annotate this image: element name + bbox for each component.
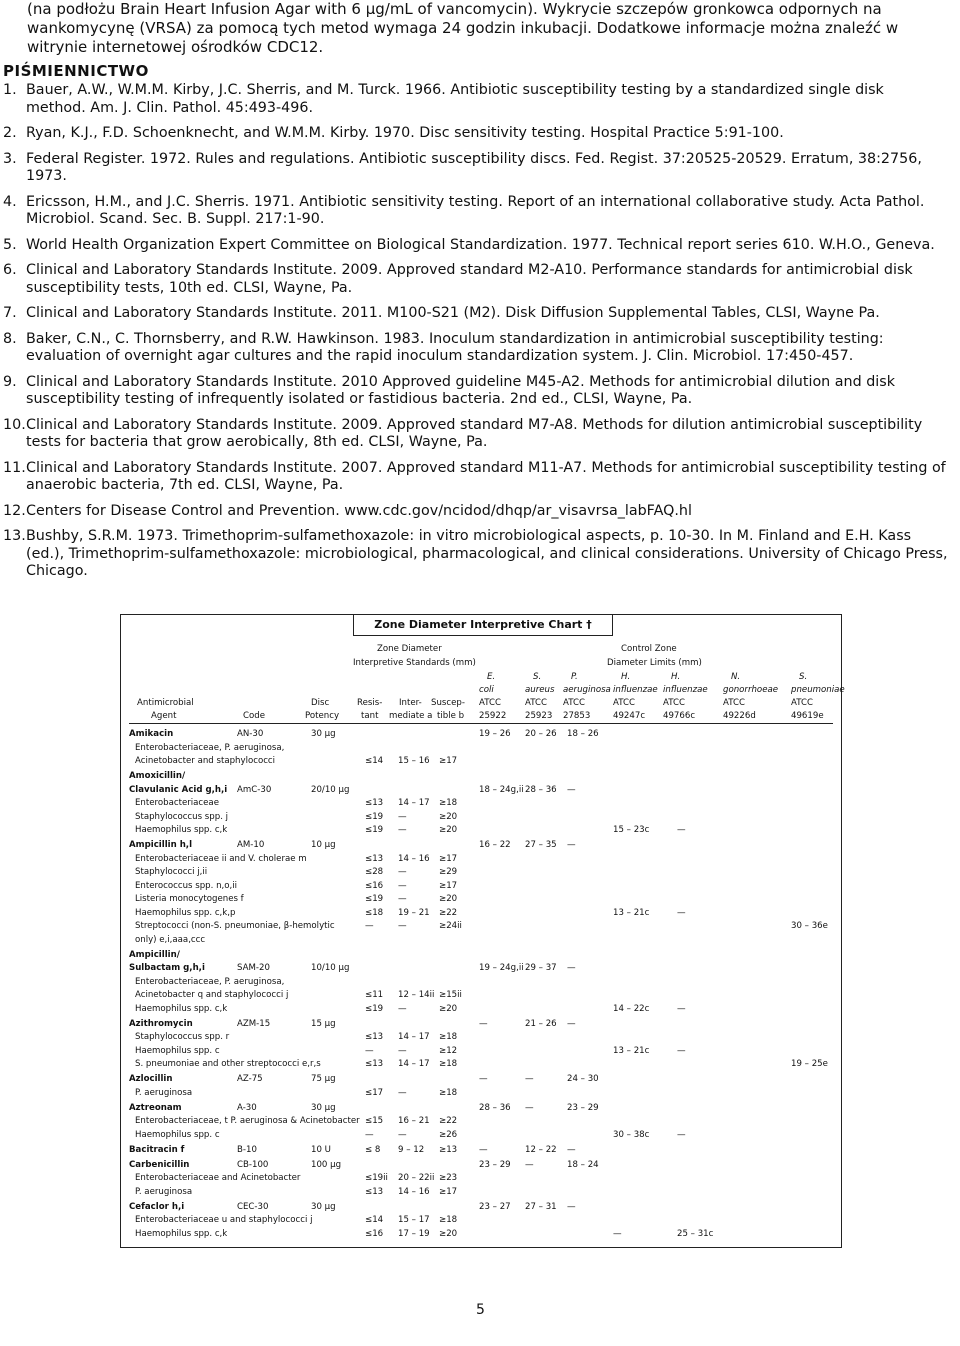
- organism-name: Enterobacteriaceae: [135, 798, 219, 808]
- reference-item: [3, 194, 948, 229]
- cell-e5: —: [677, 1003, 686, 1014]
- cell-code: SAM-20: [237, 963, 270, 973]
- control-header-3: aeruginosa: [563, 685, 611, 695]
- table-row: [121, 907, 841, 921]
- cell-s: ≥20: [439, 1228, 458, 1239]
- intro-text: (na podłożu Brain Heart Infusion Agar with 6 µg/mL of vancomycin). Wykrycie szczepów gronkowca odpornych na wankomycynę (VRSA) za pomocą tych metod wymaga 24 godzin inkubacji. Dodatkowe informacje można znaleźć w witrynie internetowej ośrodków CDC12.: [27, 0, 899, 56]
- reference-item: [3, 125, 948, 143]
- cell-r: ≤13: [365, 798, 384, 808]
- cell-i: —: [398, 1087, 407, 1098]
- cell-e1: 28 – 36: [479, 1102, 511, 1113]
- cell-i: 14 – 17: [398, 1059, 430, 1069]
- cell-pot: 30 µg: [311, 1201, 336, 1212]
- table-row: [121, 1144, 841, 1158]
- agent-name: Azlocillin: [129, 1074, 173, 1084]
- table-row: [121, 1115, 841, 1129]
- cell-r: ≤11: [365, 990, 384, 1000]
- references-heading: PIŚMIENNICTWO: [3, 62, 149, 80]
- cell-pot: 30 µg: [311, 1102, 336, 1113]
- reference-number: 1.: [3, 82, 17, 98]
- table-row: [121, 866, 841, 880]
- cell-r: ≤16: [365, 1228, 384, 1239]
- control-header-7: pneumoniae: [791, 685, 845, 695]
- organism-name: Enterobacteriaceae, t P. aeruginosa & Acinetobacter: [135, 1116, 360, 1126]
- cell-i: 17 – 19: [398, 1228, 430, 1239]
- control-header-6: 49226d: [723, 711, 756, 721]
- agent-name: Aztreonam: [129, 1102, 182, 1113]
- reference-text: Clinical and Laboratory Standards Institute. 2009. Approved standard M7-A8. Methods for dilution antimicrobial susceptibility tests for bacteria that grow aerobically, 8th ed. CLSI, Wayne, Pa.: [26, 416, 923, 450]
- table-row: [121, 797, 841, 811]
- cell-r: ≤18: [365, 907, 384, 918]
- control-header-1: E.: [487, 672, 496, 682]
- table-row: [121, 920, 841, 934]
- table-row: [121, 728, 841, 742]
- table-row: [121, 839, 841, 853]
- chart-rows: [121, 728, 841, 1241]
- cell-e7: 30 – 36e: [791, 921, 828, 931]
- organism-name: Acinetobacter and staphylococci: [135, 756, 276, 766]
- cell-e1: 19 – 24g,ii: [479, 963, 524, 973]
- cell-e2: 21 – 26: [525, 1018, 557, 1029]
- table-row: [121, 755, 841, 769]
- cell-e3: —: [567, 963, 576, 973]
- header-antimicrobial: Antimicrobial: [137, 698, 194, 708]
- cell-i: 16 – 21: [398, 1116, 430, 1126]
- agent-name: Azithromycin: [129, 1018, 193, 1029]
- cell-r: —: [365, 921, 374, 931]
- cell-e2: 27 – 31: [525, 1201, 557, 1212]
- organism-name: Enterobacteriaceae ii and V. cholerae m: [135, 853, 307, 864]
- reference-text: Ericsson, H.M., and J.C. Sherris. 1971. Antibiotic sensitivity testing. Report of an international collaborative study. Acta Pathol. Microbiol. Scand. Sec. B. Suppl. 217:1-90.: [26, 193, 925, 227]
- cell-e3: 24 – 30: [567, 1074, 599, 1084]
- reference-number: 5.: [3, 236, 17, 253]
- organism-name: Enterobacteriaceae u and staphylococci j: [135, 1215, 313, 1225]
- cell-r: ≤13: [365, 853, 384, 864]
- cell-e3: 23 – 29: [567, 1102, 599, 1113]
- organism-name: Enterococcus spp. n,o,ii: [135, 880, 238, 891]
- reference-text: Bushby, S.R.M. 1973. Trimethoprim-sulfamethoxazole: in vitro microbiological aspects, p. 10-30. In M. Finland and E.H. Kass (ed.), Trimethoprim-sulfamethoxazole: microbiological, pharmacological, and clinical considerations. University of Chicago Press, Chicago.: [26, 528, 948, 579]
- reference-item: [3, 82, 948, 117]
- agent-name: Bacitracin f: [129, 1144, 185, 1155]
- cell-r: ≤19: [365, 1003, 384, 1014]
- agent-name: Sulbactam g,h,i: [129, 963, 205, 973]
- cell-s: ≥13: [439, 1144, 458, 1155]
- reference-text: Baker, C.N., C. Thornsberry, and R.W. Hawkinson. 1983. Inoculum standardization in antimicrobial susceptibility testing: evaluation of overnight agar cultures and the rapid inoculum standardization system. J. Clin. Microbiol. 17:450-457.: [26, 330, 884, 364]
- organism-name: Staphylococci j,ii: [135, 867, 208, 877]
- reference-item: [3, 151, 948, 186]
- cell-e3: 18 – 24: [567, 1159, 599, 1170]
- reference-item: [3, 305, 948, 323]
- cell-e1: —: [479, 1018, 488, 1029]
- cell-r: ≤15: [365, 1116, 384, 1126]
- cell-e2: —: [525, 1074, 534, 1084]
- cell-i: —: [398, 825, 407, 835]
- cell-s: ≥20: [439, 811, 458, 822]
- agent-name: Ampicillin h,l: [129, 840, 193, 850]
- table-row: [121, 1031, 841, 1045]
- table-row: [121, 770, 841, 784]
- cell-r: ≤19ii: [365, 1173, 388, 1183]
- cell-i: 19 – 21: [398, 907, 430, 918]
- cell-e7: 19 – 25e: [791, 1059, 828, 1069]
- cell-i: —: [398, 811, 407, 822]
- cell-e1: 16 – 22: [479, 840, 511, 850]
- reference-number: 7.: [3, 305, 17, 321]
- organism-name: Staphylococcus spp. r: [135, 1032, 230, 1042]
- cell-e2: 27 – 35: [525, 840, 557, 850]
- cell-s: ≥15ii: [439, 990, 462, 1000]
- table-row: [121, 784, 841, 798]
- control-header-5: ATCC: [663, 698, 685, 708]
- cell-r: ≤19: [365, 811, 384, 822]
- control-header-5: H.: [671, 672, 681, 682]
- control-header-1: coli: [479, 685, 494, 695]
- table-row: [121, 976, 841, 990]
- cell-i: 20 – 22ii: [398, 1173, 435, 1183]
- header-agent: Agent: [151, 711, 177, 721]
- header-resistant-2: tant: [361, 711, 379, 721]
- control-header-2: 25923: [525, 711, 553, 721]
- cell-r: ≤13: [365, 1186, 384, 1197]
- cell-code: AZM-15: [237, 1018, 271, 1029]
- cell-s: ≥20: [439, 825, 458, 835]
- table-row: [121, 1058, 841, 1072]
- cell-i: 9 – 12: [398, 1144, 425, 1155]
- cell-s: ≥26: [439, 1129, 458, 1140]
- table-row: [121, 1018, 841, 1032]
- cell-e3: —: [567, 1201, 576, 1212]
- header-potency: Potency: [305, 711, 340, 721]
- control-header-7: 49619e: [791, 711, 824, 721]
- organism-name: Enterobacteriaceae, P. aeruginosa,: [135, 976, 285, 987]
- cell-pot: 10 U: [311, 1144, 331, 1155]
- header-zone-1: Zone Diameter: [377, 644, 442, 654]
- reference-item: [3, 331, 948, 366]
- cell-i: 12 – 14ii: [398, 990, 435, 1000]
- organism-name: Enterobacteriaceae, P. aeruginosa,: [135, 742, 285, 753]
- cell-e2: —: [525, 1102, 534, 1113]
- reference-text: World Health Organization Expert Committee on Biological Standardization. 1977. Technical report series 610. W.H.O., Geneva.: [26, 236, 935, 253]
- cell-e1: 18 – 24g,ii: [479, 784, 524, 795]
- cell-r: ≤17: [365, 1087, 384, 1098]
- reference-text: Federal Register. 1972. Rules and regulations. Antibiotic susceptibility discs. Fed. Regist. 37:20525-20529. Erratum, 38:2756, 1973.: [26, 150, 922, 184]
- reference-item: [3, 262, 948, 297]
- cell-s: ≥17: [439, 880, 458, 891]
- organism-name: Haemophilus spp. c: [135, 1129, 220, 1140]
- cell-e2: 29 – 37: [525, 963, 557, 973]
- cell-e2: 20 – 26: [525, 729, 557, 739]
- table-row: [121, 1129, 841, 1143]
- control-header-3: P.: [571, 672, 578, 682]
- reference-number: 2.: [3, 125, 17, 141]
- cell-code: AZ-75: [237, 1074, 263, 1084]
- cell-s: ≥18: [439, 1087, 458, 1098]
- table-row: [121, 811, 841, 825]
- cell-pot: 75 µg: [311, 1074, 336, 1084]
- header-disc: Disc: [311, 698, 330, 708]
- cell-r: ≤14: [365, 1215, 384, 1225]
- control-header-2: S.: [533, 672, 542, 682]
- control-header-2: ATCC: [525, 698, 547, 708]
- reference-text: Clinical and Laboratory Standards Institute. 2011. M100-S21 (M2). Disk Diffusion Supplemental Tables, CLSI, Wayne Pa.: [26, 305, 880, 321]
- organism-name: Listeria monocytogenes f: [135, 894, 244, 904]
- cell-s: ≥18: [439, 1215, 458, 1225]
- reference-text: Ryan, K.J., F.D. Schoenknecht, and W.M.M. Kirby. 1970. Disc sensitivity testing. Hospital Practice 5:91-100.: [26, 125, 784, 141]
- cell-r: ≤13: [365, 1032, 384, 1042]
- cell-i: 14 – 16: [398, 853, 430, 864]
- cell-i: 15 – 17: [398, 1215, 430, 1225]
- cell-e2: 12 – 22: [525, 1144, 557, 1155]
- control-header-6: N.: [731, 672, 741, 682]
- control-header-4: ATCC: [613, 698, 635, 708]
- reference-number: 6.: [3, 262, 17, 278]
- organism-name: Enterobacteriaceae and Acinetobacter: [135, 1173, 301, 1183]
- table-row: [121, 1228, 841, 1242]
- header-resistant-1: Resis-: [357, 698, 383, 708]
- reference-number: 3.: [3, 150, 17, 167]
- chart-title: Zone Diameter Interpretive Chart †: [353, 615, 613, 636]
- table-row: [121, 1073, 841, 1087]
- cell-e1: —: [479, 1074, 488, 1084]
- table-row: [121, 1186, 841, 1200]
- cell-e2: —: [525, 1159, 534, 1170]
- reference-number: 12.: [3, 502, 26, 519]
- header-zone-2: Interpretive Standards (mm): [353, 658, 476, 668]
- header-intermediate-2: mediate a: [389, 711, 433, 721]
- cell-e3: —: [567, 784, 576, 795]
- cell-e5: —: [677, 1129, 686, 1140]
- cell-r: ≤19: [365, 825, 384, 835]
- reference-number: 4.: [3, 193, 17, 210]
- reference-number: 8.: [3, 330, 17, 347]
- cell-i: —: [398, 1003, 407, 1014]
- cell-i: —: [398, 880, 407, 891]
- reference-text: Clinical and Laboratory Standards Institute. 2010 Approved guideline M45-A2. Methods for antimicrobial dilution and disk susceptibility testing of infrequently isolated or fastidious bacteria. 2nd ed., CLSI, Wayne, Pa.: [26, 373, 896, 407]
- cell-i: 15 – 16: [398, 756, 430, 766]
- reference-item: [3, 460, 948, 495]
- cell-code: A-30: [237, 1102, 257, 1113]
- cell-e4: 14 – 22c: [613, 1003, 650, 1014]
- control-header-2: aureus: [525, 685, 555, 695]
- table-row: [121, 853, 841, 867]
- cell-e1: 23 – 29: [479, 1159, 511, 1170]
- cell-pot: 100 µg: [311, 1159, 342, 1170]
- cell-e4: 30 – 38c: [613, 1129, 650, 1140]
- control-header-5: influenzae: [663, 685, 708, 695]
- control-header-7: ATCC: [791, 698, 813, 708]
- intro-paragraph: [27, 0, 947, 57]
- cell-i: —: [398, 921, 407, 931]
- reference-text: Clinical and Laboratory Standards Institute. 2007. Approved standard M11-A7. Methods for antimicrobial susceptibility testing of anaerobic bacteria, 7th ed. CLSI, Wayne, Pa.: [26, 459, 946, 493]
- cell-r: ≤16: [365, 880, 384, 891]
- cell-e3: —: [567, 840, 576, 850]
- cell-code: AM-10: [237, 840, 265, 850]
- cell-r: —: [365, 1045, 374, 1056]
- header-susceptible-1: Suscep-: [431, 698, 465, 708]
- zone-diameter-chart: [120, 614, 845, 1248]
- cell-code: AmC-30: [237, 784, 272, 795]
- cell-r: ≤ 8: [365, 1144, 381, 1155]
- table-row: [121, 824, 841, 838]
- cell-e3: —: [567, 1018, 576, 1029]
- reference-item: [3, 417, 948, 452]
- cell-pot: 20/10 µg: [311, 784, 350, 795]
- organism-name: only) e,i,aaa,ccc: [135, 934, 206, 945]
- table-row: [121, 1045, 841, 1059]
- table-row: [121, 1087, 841, 1101]
- organism-name: Staphylococcus spp. j: [135, 811, 229, 822]
- agent-name: Amoxicillin/: [129, 771, 186, 781]
- cell-code: B-10: [237, 1144, 257, 1155]
- table-row: [121, 880, 841, 894]
- organism-name: P. aeruginosa: [135, 1087, 193, 1098]
- cell-code: CB-100: [237, 1159, 269, 1170]
- cell-i: 14 – 17: [398, 1032, 430, 1042]
- cell-i: —: [398, 1045, 407, 1056]
- reference-text: Clinical and Laboratory Standards Institute. 2009. Approved standard M2-A10. Performance standards for antimicrobial disk susceptibility tests, 10th ed. CLSI, Wayne, Pa.: [26, 262, 913, 296]
- organism-name: Streptococci (non-S. pneumoniae, β-hemolytic: [135, 921, 335, 931]
- cell-pot: 30 µg: [311, 729, 336, 739]
- control-header-1: 25922: [479, 711, 507, 721]
- cell-e5: —: [677, 825, 686, 835]
- cell-pot: 10/10 µg: [311, 963, 350, 973]
- header-code: Code: [243, 711, 266, 721]
- control-header-1: ATCC: [479, 698, 501, 708]
- header-intermediate-1: Inter-: [399, 698, 422, 708]
- references-list: [3, 82, 948, 589]
- control-header-6: ATCC: [723, 698, 745, 708]
- table-row: [121, 949, 841, 963]
- cell-r: ≤14: [365, 756, 384, 766]
- organism-name: Haemophilus spp. c,k,p: [135, 907, 236, 918]
- table-row: [121, 962, 841, 976]
- control-header-4: 49247c: [613, 711, 646, 721]
- organism-name: Haemophilus spp. c: [135, 1045, 220, 1056]
- cell-r: —: [365, 1129, 374, 1140]
- cell-pot: 15 µg: [311, 1018, 336, 1029]
- cell-e3: —: [567, 1144, 576, 1155]
- control-header-4: H.: [621, 672, 631, 682]
- table-row: [121, 1172, 841, 1186]
- cell-pot: 10 µg: [311, 840, 336, 850]
- table-row: [121, 934, 841, 948]
- cell-s: ≥23: [439, 1173, 458, 1183]
- reference-item: [3, 237, 948, 255]
- table-row: [121, 893, 841, 907]
- table-row: [121, 1159, 841, 1173]
- reference-number: 11.: [3, 459, 26, 476]
- reference-item: [3, 503, 948, 521]
- cell-i: —: [398, 867, 407, 877]
- control-header-3: ATCC: [563, 698, 585, 708]
- cell-r: ≤13: [365, 1059, 384, 1069]
- cell-s: ≥29: [439, 867, 458, 877]
- agent-name: Ampicillin/: [129, 949, 180, 960]
- header-control-2: Diameter Limits (mm): [607, 658, 702, 668]
- header-divider: [129, 723, 833, 724]
- cell-code: CEC-30: [237, 1201, 269, 1212]
- cell-e2: 28 – 36: [525, 784, 557, 795]
- table-row: [121, 1201, 841, 1215]
- table-row: [121, 742, 841, 756]
- control-header-4: influenzae: [613, 685, 658, 695]
- cell-i: 14 – 16: [398, 1186, 430, 1197]
- reference-number: 13.: [3, 528, 26, 544]
- cell-s: ≥17: [439, 756, 458, 766]
- cell-e5: 25 – 31c: [677, 1228, 714, 1239]
- reference-text: Bauer, A.W., W.M.M. Kirby, J.C. Sherris, and M. Turck. 1966. Antibiotic susceptibility testing by a standardized single disk method. Am. J. Clin. Pathol. 45:493-496.: [26, 82, 884, 116]
- cell-s: ≥18: [439, 1032, 458, 1042]
- cell-s: ≥17: [439, 853, 458, 864]
- control-header-5: 49766c: [663, 711, 696, 721]
- cell-e4: 13 – 21c: [613, 907, 650, 918]
- reference-item: [3, 528, 948, 581]
- organism-name: Acinetobacter q and staphylococci j: [135, 990, 289, 1000]
- cell-s: ≥24ii: [439, 921, 462, 931]
- cell-s: ≥22: [439, 1116, 458, 1126]
- organism-name: Haemophilus spp. c,k: [135, 1228, 228, 1239]
- cell-e1: —: [479, 1144, 488, 1155]
- reference-number: 10.: [3, 416, 26, 433]
- agent-name: Carbenicillin: [129, 1159, 190, 1170]
- control-header-6: gonorrhoeae: [723, 685, 779, 695]
- table-row: [121, 1214, 841, 1228]
- agent-name: Amikacin: [129, 729, 174, 739]
- organism-name: Haemophilus spp. c,k: [135, 1003, 228, 1014]
- cell-e5: —: [677, 1045, 686, 1056]
- organism-name: S. pneumoniae and other streptococci e,r,s: [135, 1059, 321, 1069]
- cell-e4: 13 – 21c: [613, 1045, 650, 1056]
- agent-name: Cefaclor h,i: [129, 1201, 185, 1212]
- organism-name: Haemophilus spp. c,k: [135, 825, 228, 835]
- cell-r: ≤19: [365, 894, 384, 904]
- table-row: [121, 989, 841, 1003]
- control-header-7: S.: [799, 672, 808, 682]
- cell-i: —: [398, 1129, 407, 1140]
- cell-s: ≥22: [439, 907, 458, 918]
- header-susceptible-2: tible b: [437, 711, 465, 721]
- cell-e1: 19 – 26: [479, 729, 511, 739]
- cell-s: ≥20: [439, 1003, 458, 1014]
- cell-e1: 23 – 27: [479, 1201, 511, 1212]
- reference-number: 9.: [3, 373, 17, 390]
- cell-e4: 15 – 23c: [613, 825, 650, 835]
- reference-item: [3, 374, 948, 409]
- cell-i: —: [398, 894, 407, 904]
- page-number: 5: [476, 1302, 485, 1318]
- cell-s: ≥18: [439, 1059, 458, 1069]
- control-header-3: 27853: [563, 711, 591, 721]
- table-row: [121, 1003, 841, 1017]
- cell-s: ≥12: [439, 1045, 458, 1056]
- cell-s: ≥18: [439, 798, 458, 808]
- cell-e4: —: [613, 1228, 622, 1239]
- reference-text: Centers for Disease Control and Prevention. www.cdc.gov/ncidod/dhqp/ar_visavrsa_labFAQ.hl: [26, 502, 692, 519]
- table-row: [121, 1102, 841, 1116]
- cell-e5: —: [677, 907, 686, 918]
- agent-name: Clavulanic Acid g,h,i: [129, 784, 228, 795]
- cell-i: 14 – 17: [398, 798, 430, 808]
- cell-e3: 18 – 26: [567, 729, 599, 739]
- header-control-1: Control Zone: [621, 644, 677, 654]
- cell-r: ≤28: [365, 867, 384, 877]
- cell-code: AN-30: [237, 729, 264, 739]
- organism-name: P. aeruginosa: [135, 1186, 193, 1197]
- cell-s: ≥20: [439, 894, 458, 904]
- cell-s: ≥17: [439, 1186, 458, 1197]
